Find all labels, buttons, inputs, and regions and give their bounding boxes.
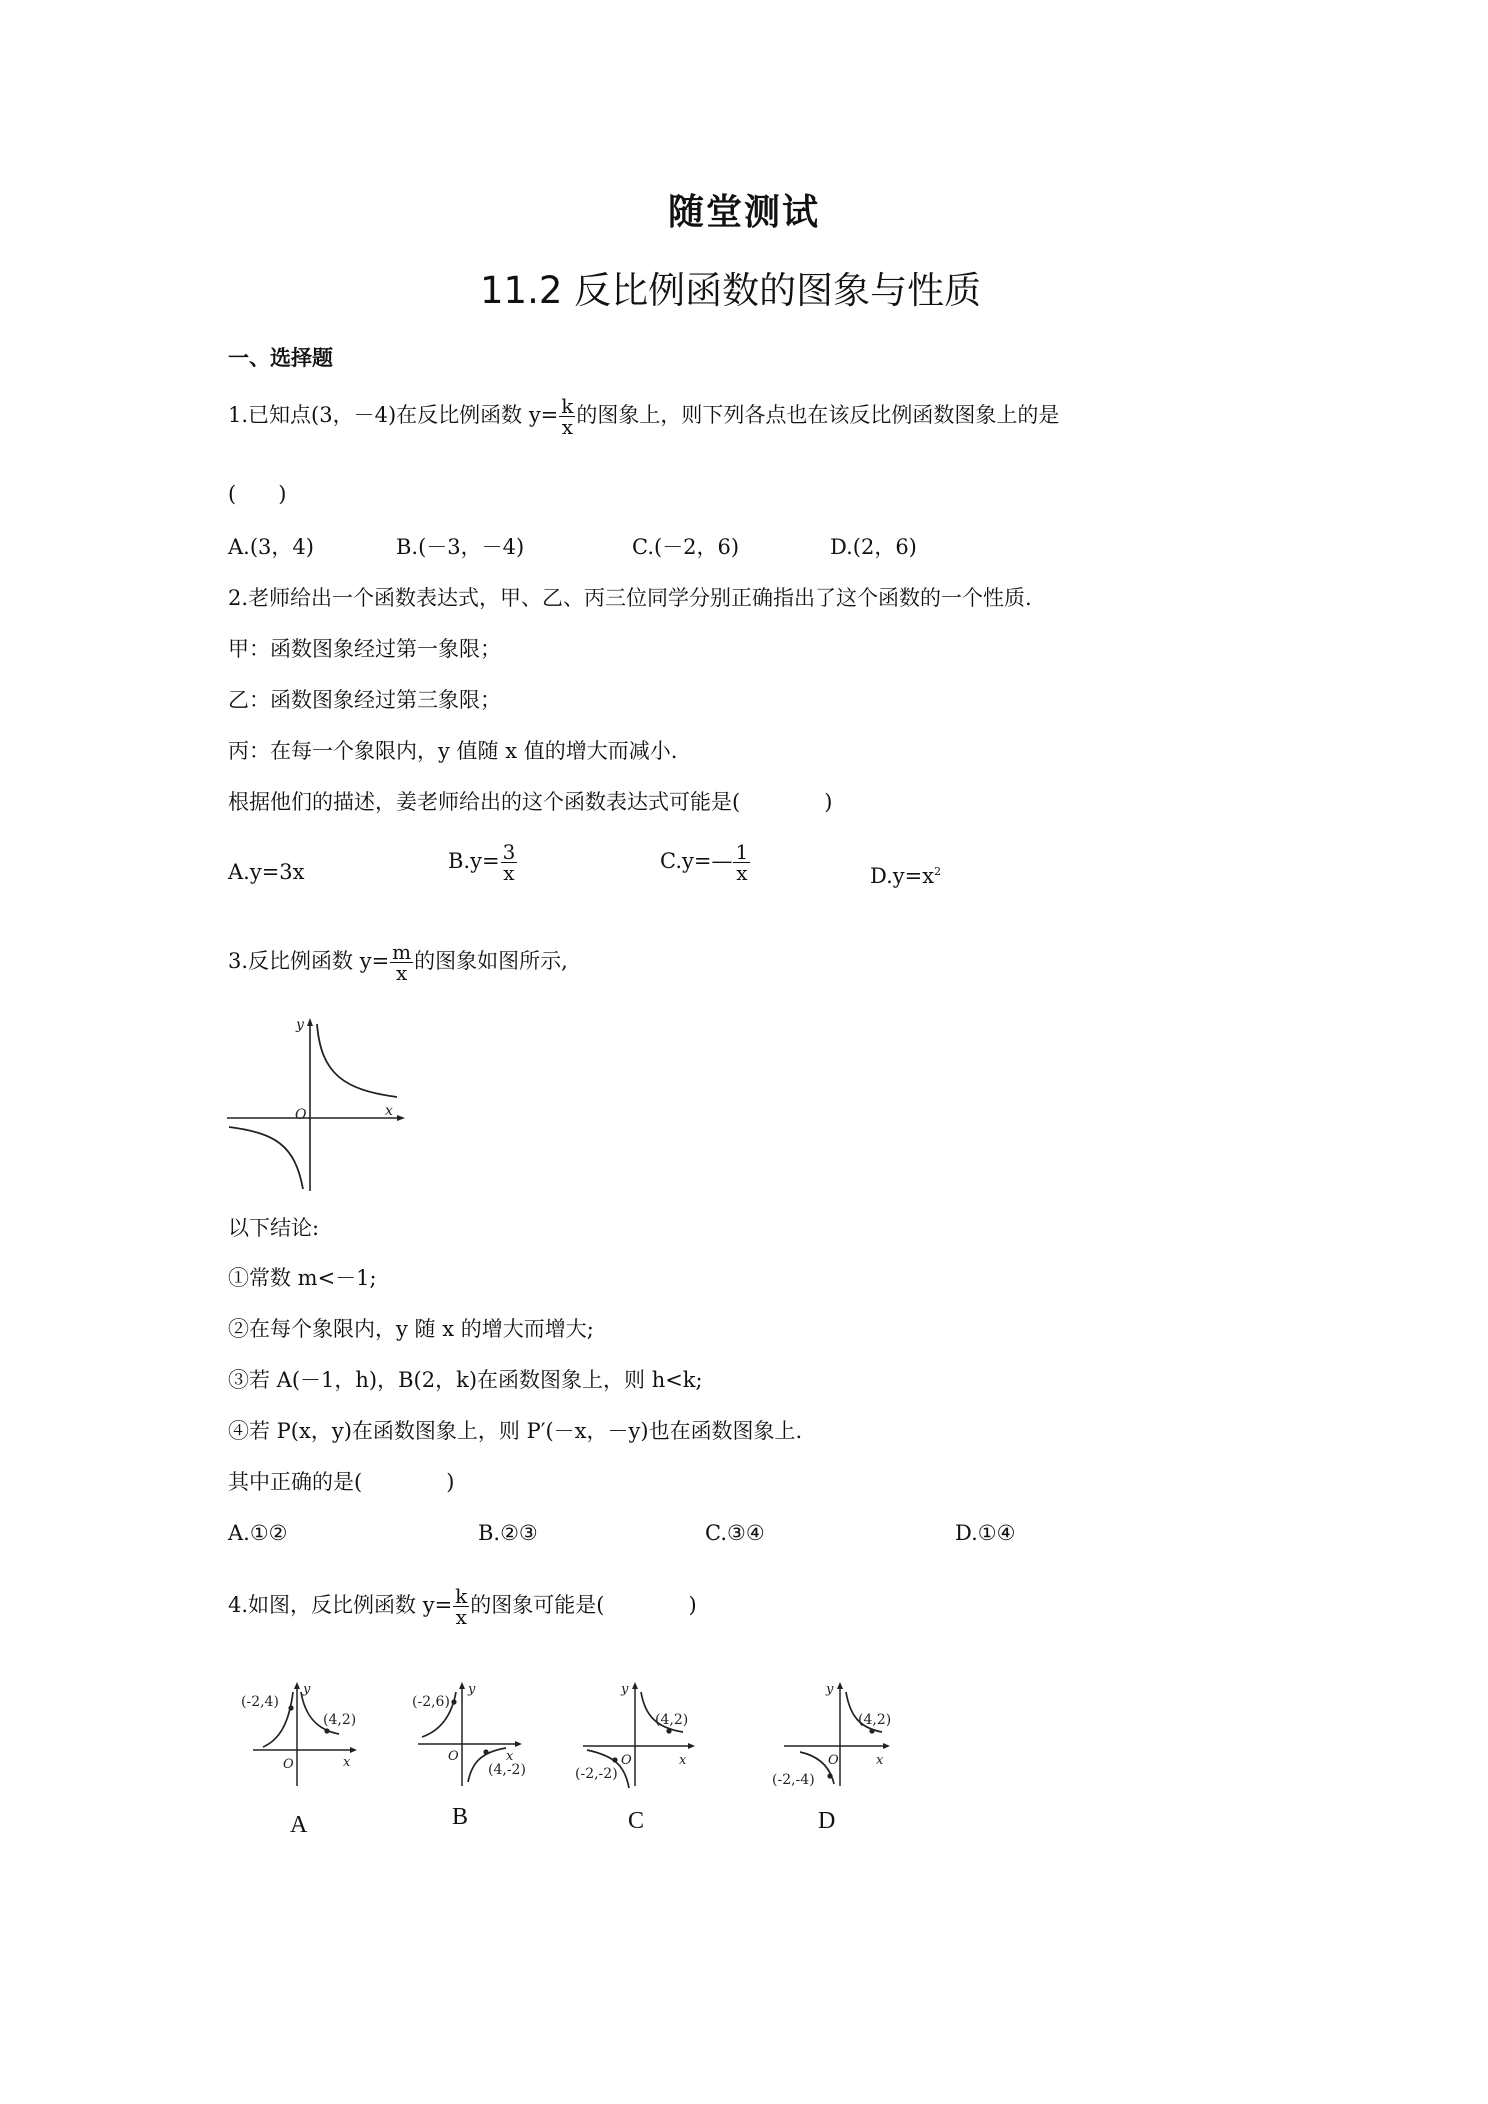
- q1-option-b: B.(－3，－4): [396, 535, 525, 559]
- q4-d-point-right: (4,2): [858, 1712, 892, 1728]
- q4-graph-c: [575, 1680, 705, 1790]
- q3-conclusion-4: ④若 P(x，y)在函数图象上，则 P′(－x，－y)也在函数图象上.: [228, 1419, 803, 1443]
- q4-d-point-left: (-2,-4): [772, 1772, 815, 1788]
- q1-stem: 1.已知点(3，－4)在反比例函数 y= $\frac{k}{x}$ 的图象上，则下列各点也在该反比例函数图象上的是: [228, 394, 1060, 439]
- q4-label-b: B: [452, 1804, 469, 1830]
- q1-fraction: $\frac{k}{x}$: [561, 394, 574, 439]
- q4-graph-d: [768, 1680, 898, 1790]
- q4-label-c: C: [628, 1808, 645, 1834]
- q3-ask: 其中正确的是( ): [228, 1470, 455, 1494]
- svg-text:O: O: [621, 1753, 632, 1768]
- q2-stem: 2.老师给出一个函数表达式，甲、乙、丙三位同学分别正确指出了这个函数的一个性质.: [228, 586, 1032, 610]
- q1-bracket: ( ): [228, 482, 287, 506]
- svg-text:y: y: [468, 1682, 476, 1697]
- q2-option-b: B.y= $\frac{3}{x}$: [448, 840, 516, 885]
- svg-text:x: x: [343, 1755, 351, 1770]
- q3-stem: 3.反比例函数 y= $\frac{m}{x}$ 的图象如图所示,: [228, 940, 568, 985]
- section-heading: 一、选择题: [228, 346, 333, 370]
- q4-b-point-left: (-2,6): [412, 1694, 450, 1710]
- page-subtitle: 11.2 反比例函数的图象与性质: [480, 269, 982, 312]
- q1-option-d: D.(2，6): [830, 535, 917, 559]
- svg-text:x: x: [506, 1749, 514, 1764]
- q1-option-a: A.(3，4): [228, 535, 314, 559]
- q4-a-point-left: (-2,4): [241, 1694, 279, 1710]
- q2-jia: 甲：函数图象经过第一象限；: [228, 637, 501, 661]
- q3-conclusion-1: ①常数 m<－1;: [228, 1266, 377, 1290]
- q3-option-a: A.①②: [228, 1521, 288, 1545]
- q3-option-d: D.①④: [955, 1521, 1016, 1545]
- svg-text:x: x: [679, 1753, 687, 1768]
- q4-c-point-right: (4,2): [655, 1712, 689, 1728]
- svg-text:y: y: [621, 1682, 629, 1697]
- q4-c-point-left: (-2,-2): [575, 1766, 618, 1782]
- q2-ask: 根据他们的描述，姜老师给出的这个函数表达式可能是( ): [228, 790, 833, 814]
- q4-a-point-right: (4,2): [323, 1712, 357, 1728]
- q2-option-c: C.y=— $\frac{1}{x}$: [660, 840, 749, 885]
- q3-conclusions-intro: 以下结论:: [228, 1216, 320, 1240]
- svg-text:O: O: [448, 1749, 459, 1764]
- q3-option-c: C.③④: [705, 1521, 765, 1545]
- q3-graph-origin: O: [295, 1107, 307, 1123]
- q4-b-point-right: (4,-2): [488, 1762, 526, 1778]
- svg-text:y: y: [303, 1682, 311, 1697]
- q2-yi: 乙：函数图象经过第三象限；: [228, 688, 501, 712]
- q3-graph: [225, 1015, 410, 1193]
- q3-conclusion-3: ③若 A(－1，h)，B(2，k)在函数图象上，则 h<k;: [228, 1368, 703, 1392]
- q2-option-a: A.y=3x: [228, 860, 305, 884]
- page-title: 随堂测试: [668, 192, 821, 233]
- q2-bing: 丙：在每一个象限内，y 值随 x 值的增大而减小.: [228, 739, 678, 763]
- svg-text:O: O: [283, 1757, 294, 1772]
- q4-graph-a: [235, 1680, 365, 1790]
- q1-option-c: C.(－2，6): [632, 535, 740, 559]
- q3-graph-y-label: y: [296, 1017, 304, 1033]
- q4-label-a: A: [290, 1812, 308, 1838]
- svg-text:y: y: [826, 1682, 834, 1697]
- q4-stem: 4.如图，反比例函数 y= $\frac{k}{x}$ 的图象可能是( ): [228, 1584, 697, 1629]
- q4-label-d: D: [818, 1808, 836, 1834]
- q3-graph-x-label: x: [385, 1103, 393, 1119]
- svg-text:x: x: [876, 1753, 884, 1768]
- q4-graph-b: [408, 1680, 538, 1790]
- q2-option-d: $D.y=x^2$: [870, 864, 942, 888]
- q3-option-b: B.②③: [478, 1521, 538, 1545]
- q3-conclusion-2: ②在每个象限内，y 随 x 的增大而增大;: [228, 1317, 594, 1341]
- svg-text:O: O: [828, 1753, 839, 1768]
